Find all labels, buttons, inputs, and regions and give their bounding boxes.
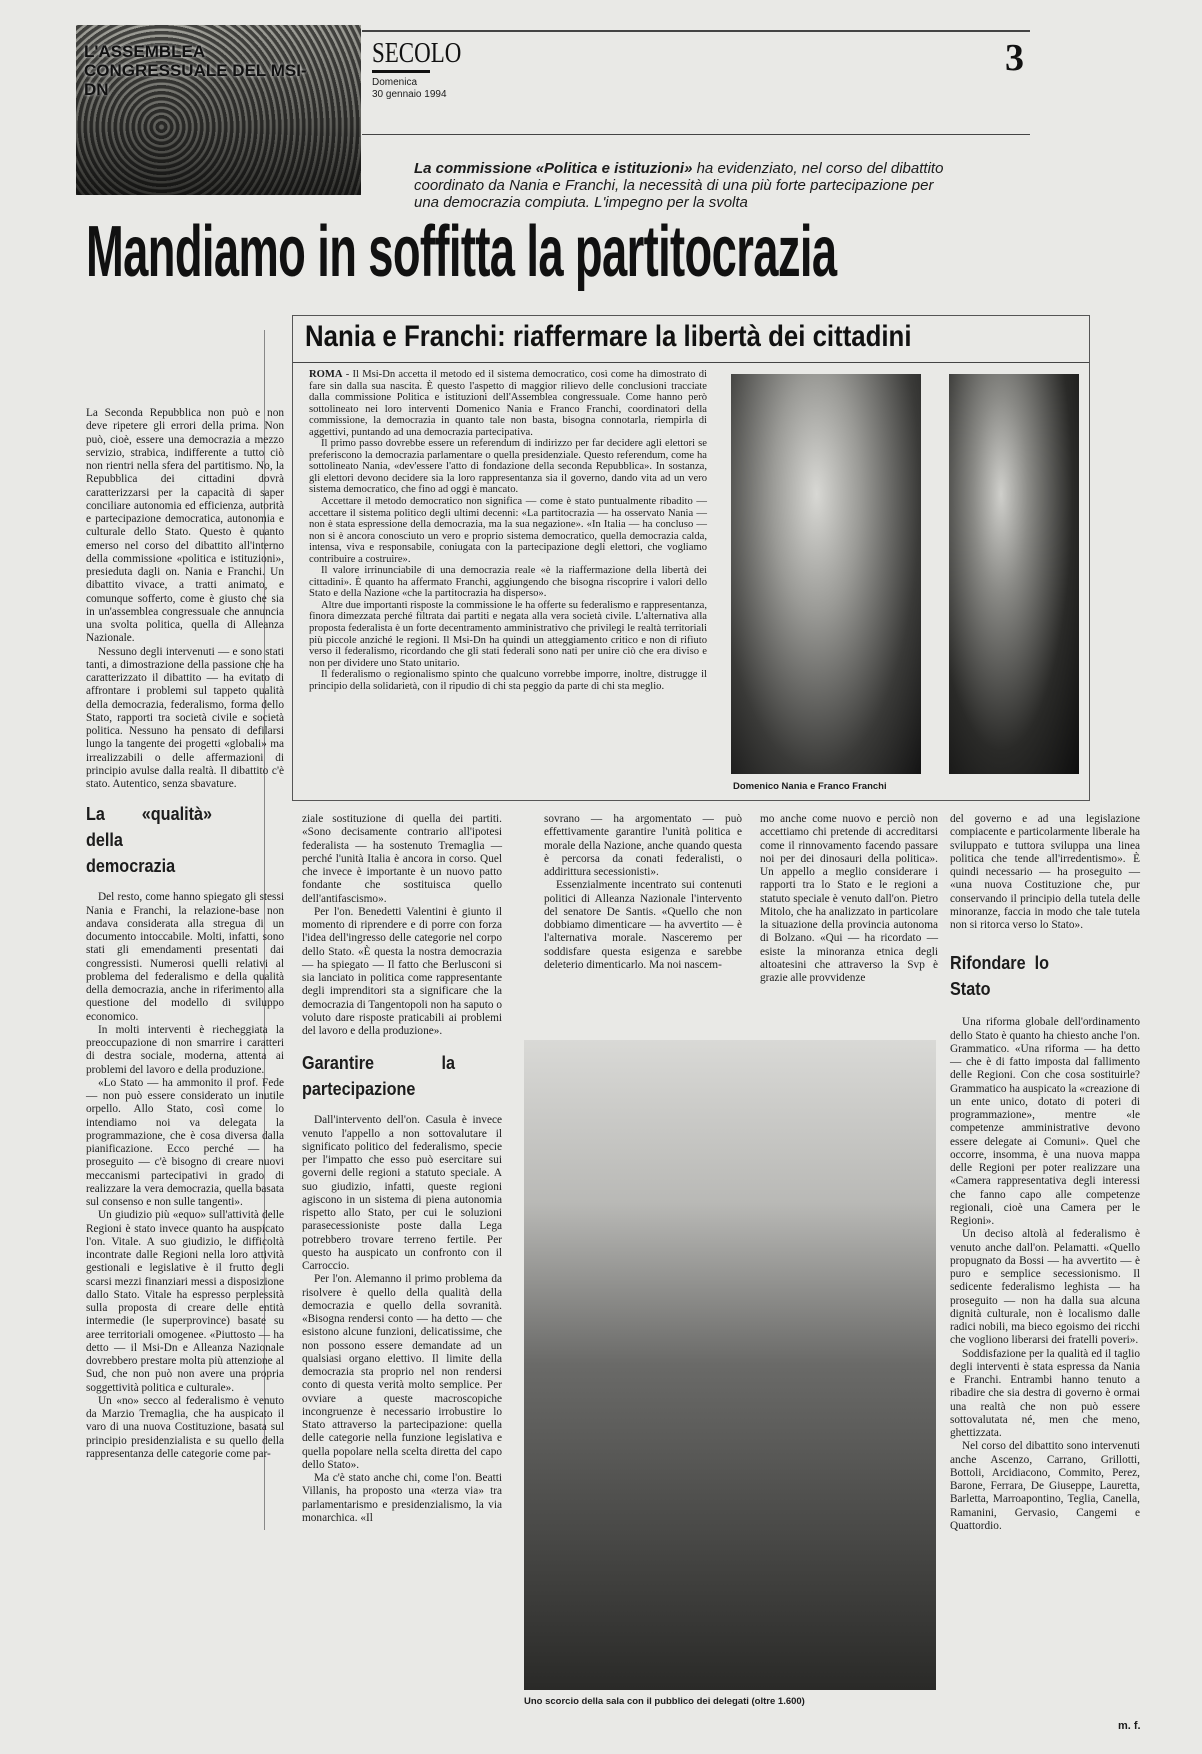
header-rule-top [362, 30, 1030, 32]
masthead: SECOLO [372, 38, 462, 69]
portrait-caption: Domenico Nania e Franco Franchi [733, 781, 887, 792]
sidebar-text [309, 369, 707, 692]
paragraph [309, 369, 707, 438]
summary-lead: La commissione «Politica e istituzioni» [414, 160, 693, 177]
sidebar-box [292, 315, 1090, 801]
paragraph: del governo e ad una legislazione compiacente e particolarmente liberale ha sviluppato e tuttora sviluppa una linea politica che tende all'irredentismo». È quindi necessario — ha proseguito — «una nuova Costituzione che, pur conservando il principio della tutela delle minoranze, faccia in modo che tale tutela non si ritorca verso lo Stato». [950, 813, 1140, 931]
subhead-participation: Garantire la partecipazione [302, 1053, 455, 1100]
sidebar-title: Nania e Franchi: riaffermare la libertà dei cittadini [305, 320, 912, 353]
paragraph: Un «no» secco al federalismo è venuto da Marzio Tremaglia, che ha auspicato il varo di una nuova Costituzione, basata sul principio presidenzialista e su quello della rappresentanza delle categorie come par- [86, 1394, 284, 1460]
franchi-portrait-photo [949, 374, 1079, 774]
column-4 [760, 813, 938, 985]
sidebar-title-rule [293, 362, 1089, 363]
paragraph: mo anche come nuovo e perciò non accettiamo chi pretende di accreditarsi come il rinnovamento facendo passare noi per dei dinosauri della politica». Un appello a meglio considerare i rapporti tra lo Stato e le regioni a statuto speciale è venuto dall'on. Pietro Mitolo, che ha analizzato in particolare la situazione della provincia autonoma di Bolzano. «Qui — ha ricordato — esiste la minoranza etnica degli altoatesini che attraverso la Svp è grazie alle provvidenze [760, 813, 938, 984]
paragraph: La Seconda Repubblica non può e non deve ripetere gli errori della prima. Non può, cioè, essere una democrazia a mezzo servizio, strabica, indifferente a tutto ciò non rientri nella sfera del partitismo. No, la Repubblica dei cittadini dovrà caratterizzarsi per la capacità di saper conciliare autonomia ed efficienza, autorità e partecipazione democratica, autonomia e culturale dello Stato. Questo è quanto emerso nel corso del dibattito all'interno della commissione «politica e istituzioni», presieduta dagli on. Nania e Franchi. Un dibattito vivace, a tratti animato, e comunque sofferto, come è giusto che sia in un'assemblea congressuale che annuncia una svolta politica, quella di Alleanza Nazionale. [86, 407, 284, 645]
assembly-hall-photo [524, 1040, 936, 1690]
hall-photo-caption: Uno scorcio della sala con il pubblico dei delegati (oltre 1.600) [524, 1696, 805, 1707]
paragraph: Soddisfazione per la qualità ed il taglio degli interventi è stata espressa da Nania e Franchi. Entrambi hanno tenuto a ribadire che sia destra di governo è ormai una realtà che non può essere sottovalutata né, men che meno, ghettizzata. [950, 1347, 1140, 1439]
paragraph: Il primo passo dovrebbe essere un referendum di indirizzo per far decidere agli elettori se preferiscono la democrazia parlamentare o quella presidenziale. Questo referendum, come ha sottolineato Nania, «dev'essere l'atto di fondazione della seconda Repubblica». In sostanza, gli elettori devono decidere sia la loro rappresentanza sia il governo, dando vita ad un vero sistema democratico, che fino ad oggi è mancato. [309, 438, 707, 496]
paragraph: Per l'on. Alemanno il primo problema da risolvere è quello della qualità della democrazia e quello della sovranità. «Bisogna rendersi conto — ha detto — che esistono alcune funzioni, delicatissime, che non possono essere demandate ad un qualsiasi organo elettivo. Il limite della democrazia sta proprio nel non rendersi conto di questa verità molto semplice. Per ovviare a queste macroscopiche incongruenze è necessario irrobustire lo Stato attraverso la partecipazione: quella delle categorie nella funzione legislativa e quella popolare nella scelta diretta del capo dello Stato». [302, 1273, 502, 1471]
paragraph: Del resto, come hanno spiegato gli stessi Nania e Franchi, la relazione-base non andava considerata alla stregua di un documento intoccabile. Molti, infatti, sono stati gli emendamenti presentati dai congressisti. Numerosi quelli relativi al problema del federalismo e della qualità della democrazia, anche in riferimento alla questione del modello di sviluppo economico. [86, 891, 284, 1023]
paragraph: «Lo Stato — ha ammonito il prof. Fede — non può essere considerato un inutile orpello. Allo Stato, così come lo intendiamo noi va delegata la programmazione, che è cosa diversa dalla pianificazione. Ecco perché — ha proseguito — c'è bisogno di creare nuovi meccanismi partecipativi in grado di realizzare la vera democrazia, quella basata sul consenso e non sulle tangenti». [86, 1076, 284, 1208]
paragraph: sovrano — ha argomentato — può effettivamente garantire l'unità politica e morale della Nazione, anche quando questa è percorsa da conati federalisti, o addirittura secessionisti». [544, 813, 742, 878]
section-label: L'ASSEMBLEA CONGRESSUALE DEL MSI-DN [84, 42, 307, 99]
header-rule-mid [362, 134, 1030, 135]
summary-rest: ha evidenziato, nel corso del dibattito coordinato da Nania e Franchi, la necessità di una più forte partecipazione per una democrazia compiuta. L'impegno per la svolta [414, 160, 944, 211]
column-3 [544, 813, 742, 972]
paragraph: Il federalismo o regionalismo spinto che qualcuno vorrebbe imporre, inoltre, distrugge il principio della solidarietà, con il ripudio di chi sta peggio da parte di chi sta meglio. [309, 669, 707, 692]
paragraph: Ma c'è stato anche chi, come l'on. Beatti Villanis, ha proposto una «terza via» tra parlamentarismo e presidenzialismo, la via monarchica. «Il [302, 1472, 502, 1524]
nania-portrait-photo [731, 374, 921, 774]
column-5 [950, 813, 1140, 1533]
paragraph: Per l'on. Benedetti Valentini è giunto il momento di riprendere e di porre con forza l'idea dell'ingresso delle categorie nel corpo dello Stato. «È questa la nostra democrazia — ha spiegato — Il fatto che Berlusconi si sia lanciato in politica come rappresentante degli imprenditori sta a significare che la democrazia di Tangentopoli non ha saputo o voluto dare risposte praticabili ai problemi del lavoro e della produzione». [302, 905, 502, 1037]
page-number: 3 [1005, 37, 1024, 79]
issue-day: Domenica [372, 77, 418, 88]
paragraph: Un deciso altolà al federalismo è venuto anche dall'on. Pelamatti. «Quello propugnato da Bossi — ha avvertito — è puro e semplice secessionismo. Il sedicente federalismo leghista — ha proseguito — non ha dalla sua alcuna dignità culturale, non è localismo dalle radici nobili, ma bieco egoismo dei ricchi che vogliono liberarsi dei fratelli poveri». [950, 1228, 1140, 1347]
paragraph: Una riforma globale dell'ordinamento dello Stato è quanto ha chiesto anche l'on. Grammatico. «Una riforma — ha detto — che è di fatto imposta dal fallimento delle Regioni. Con che cosa sostituirle? Grammatico ha auspicato la «creazione di un ente unico, dotato di poteri di programmazione», mentre «le competenze amministrative devono essere delegate ai Comuni». Quel che occorre, insomma, è una nuova mappa delle Regioni per poter realizzare una «Camera rappresentativa degli interessi che fanno capo alle competenze regionali, cioè una Camera per le Regioni». [950, 1016, 1140, 1227]
paragraph: Altre due importanti risposte la commissione le ha offerte su federalismo e rappresentanza, finora dimezzata perché filtrata dai partiti e negata alla vera società civile. L'alternativa alla proposta federalista è un forte decentramento amministrativo che privilegi le realtà territoriali più piccole anziché le regioni. Il Msi-Dn ha quindi un atteggiamento critico e non di rifiuto verso il federalismo, ricordando che gli stati federali sono nati per unire ciò che era diviso e non per dividere uno Stato unitario. [309, 599, 707, 669]
byline: m. f. [1118, 1720, 1141, 1732]
paragraph: Essenzialmente incentrato sui contenuti politici di Alleanza Nazionale l'intervento del senatore De Santis. «Quello che non dobbiamo dimenticare — ha avvertito — è l'alternativa morale. Nasceremo per soddisfare questa esigenza e sarebbe deleterio dimenticarlo. Ma noi nascem- [544, 879, 742, 971]
paragraph: ziale sostituzione di quella dei partiti. «Sono decisamente contrario all'ipotesi federalista — ha sostenuto Tremaglia — perché l'unità Italia è ancora in corso. Quel che invece è importante è un nuovo patto fondante che sostituisca quello dell'antifascismo». [302, 813, 502, 905]
dateline: ROMA [309, 369, 343, 380]
subhead-state: Rifondare lo Stato [950, 953, 1049, 1000]
masthead-bar [372, 70, 430, 73]
issue-date: 30 gennaio 1994 [372, 89, 447, 100]
paragraph: Nel corso del dibattito sono intervenuti anche Ascenzo, Carrano, Grillotti, Bottoli, Arcidiacono, Commito, Perez, Barone, Ferrara, De Giuseppe, Lauretta, Barletta, Marroapontino, Teglia, Canella, Ramanini, Gervasio, Cangemi e Quattordio. [950, 1440, 1140, 1532]
left-column [86, 407, 284, 1461]
paragraph: Dall'intervento dell'on. Casula è invece venuto l'appello a non sottovalutare il significato politico del federalismo, specie per l'impatto che esso può esercitare sui governi delle regioni a statuto speciale. A suo giudizio, infatti, queste regioni agiscono in un sistema di piena autonomia rispetto allo Stato, per cui le soluzioni parasecessioniste poste dalla Lega potrebbero trovare terreno fertile. Per questo ha auspicato un confronto con il Carroccio. [302, 1114, 502, 1272]
paragraph: Accettare il metodo democratico non significa — come è stato puntualmente ribadito — accettare il sistema politico degli ultimi decenni: «La partitocrazia — ha osservato Nania — non è stata espressione della democrazia, ma la sua negazione». «In Italia — ha concluso — non si è ancora conosciuto un vero e proprio sistema democratico, quella democrazia calda, intensa, viva e responsabile, coniugata con la partecipazione degli elettori, che vogliamo contribuire a costruire». [309, 496, 707, 565]
paragraph: Un giudizio più «equo» sull'attività delle Regioni è stato invece quanto ha auspicato l'on. Vitale. A suo giudizio, le difficoltà incontrate dalle Regioni nella loro attività gestionali e legislative è il frutto degli scarsi mezzi finanziari messi a disposizione dallo Stato. Vitale ha espresso perplessità sulla proposta di creare delle entità intermedie (le superprovince) basate su aree territoriali omogenee. «Piuttosto — ha detto — il Msi-Dn e Alleanza Nazionale dovrebbero prestare molta più attenzione al Sud, che non può non avere una propria soggettività politica e culturale». [86, 1209, 284, 1394]
paragraph-text: - Il Msi-Dn accetta il metodo ed il sistema democratico, così come ha dimostrato di fare sin dalla sua nascita. È questo l'aspetto di maggior rilievo delle conclusioni tracciate dalla commissione Politica e istituzioni dell'Assemblea congressuale. Come hanno però sottolineato nei loro interventi Domenico Nania e Franco Franchi, coordinatori della commissione, la democrazia in quanto tale non basta, bisogna connotarla, riempirla di aggettivi, puntando ad una democrazia partecipativa. [309, 369, 707, 438]
paragraph: Nessuno degli intervenuti — e sono stati tanti, a dimostrazione della passione che ha caratterizzato il dibattito — ha evitato di affrontare i problemi sul tappeto qualità della democrazia, federalismo, forma dello Stato, rapporti tra società civile e società politica. Nessuno ha pensato di defilarsi lungo la tangente dei progetti «globali» ma irrealizzabili o delle affermazioni di principio avulse dalla realtà. Il dibattito c'è stato. Autentico, senza sbavature. [86, 645, 284, 790]
paragraph: In molti interventi è riecheggiata la preoccupazione di non smarrire i caratteri di destra sociale, moderna, attenta ai problemi del lavoro e della produzione. [86, 1023, 284, 1076]
headline: Mandiamo in soffitta la partitocrazia [86, 212, 837, 292]
subhead-quality: La «qualità» della democrazia [86, 804, 212, 877]
column-2 [302, 813, 502, 1525]
article-summary [414, 160, 959, 211]
paragraph: Il valore irrinunciabile di una democrazia reale «è la riaffermazione della libertà dei cittadini». È quanto ha affermato Franchi, aggiungendo che bisogna riscoprire i valori dello Stato e della Nazione «che la partitocrazia ha disperso». [309, 565, 707, 600]
